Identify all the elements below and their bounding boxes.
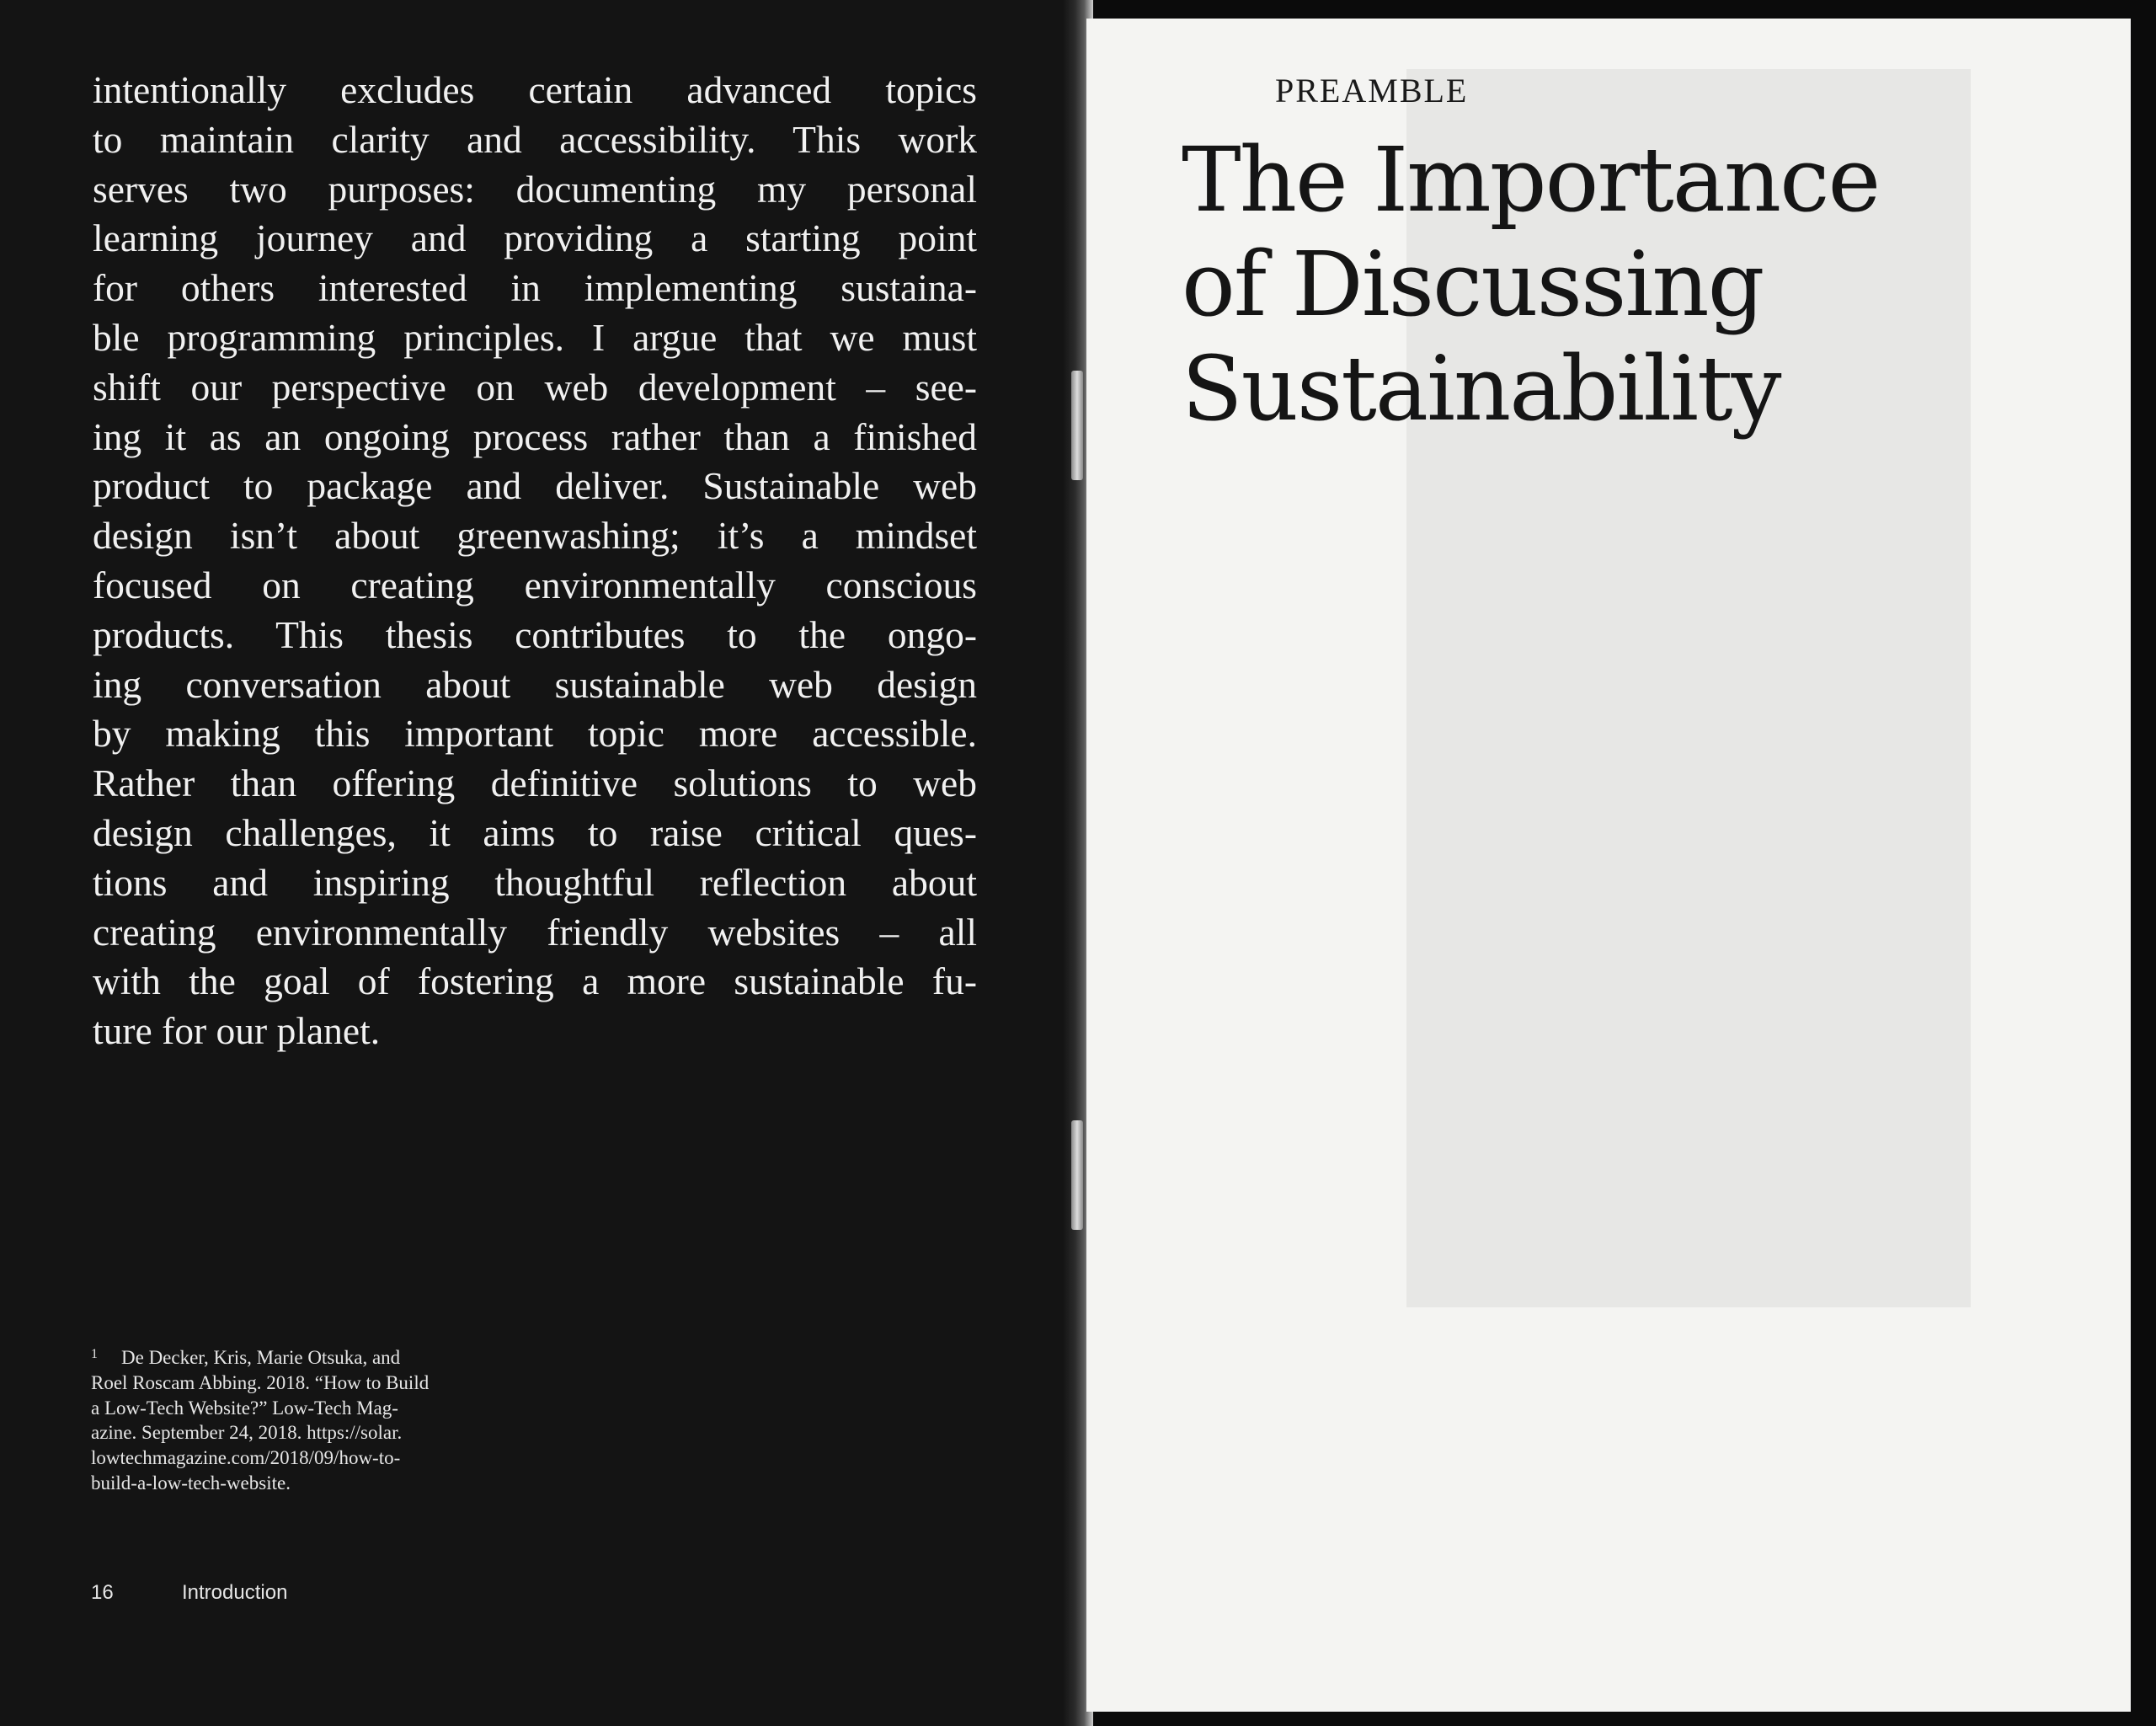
body-line: for others interested in implementing sustaina- xyxy=(93,266,977,310)
footnote-line: $^1$ De Decker, Kris, Marie Otsuka, and xyxy=(91,1347,401,1368)
footnote-line: Roel Roscam Abbing. 2018. “How to Build xyxy=(91,1371,430,1393)
body-line: with the goal of fostering a more sustainable fu- xyxy=(93,959,977,1003)
body-line: by making this important topic more accessible. xyxy=(93,712,977,756)
page-title xyxy=(1182,128,2041,441)
staple xyxy=(1071,371,1083,480)
title-line: Sustainability xyxy=(1182,337,1780,441)
title-line: The Importance xyxy=(1182,128,1880,232)
body-line: product to package and deliver. Sustainable web xyxy=(93,464,977,508)
body-paragraph xyxy=(93,66,977,1056)
footnote-line: azine. September 24, 2018. https://solar. xyxy=(91,1422,403,1444)
body-line: creating environmentally friendly websites – all xyxy=(93,910,977,954)
body-line: products. This thesis contributes to the ongo- xyxy=(93,612,977,656)
body-line: Rather than offering definitive solutions to web xyxy=(93,761,977,805)
right-page xyxy=(1086,19,2131,1712)
body-line: shift our perspective on web development – see- xyxy=(93,365,977,409)
body-line: ble programming principles. I argue that we must xyxy=(93,315,977,359)
footnote xyxy=(91,1342,474,1496)
staple xyxy=(1071,1120,1083,1230)
title-line: of Discussing xyxy=(1182,232,1764,336)
body-line: design challenges, it aims to raise critical ques- xyxy=(93,810,977,854)
footnote-marker: 1 xyxy=(91,1347,98,1361)
running-head: Introduction xyxy=(182,1581,288,1604)
body-line: ing conversation about sustainable web design xyxy=(93,662,977,706)
body-line: ing it as an ongoing process rather than a finished xyxy=(93,414,977,458)
body-line: learning journey and providing a starting point xyxy=(93,216,977,260)
body-line: to maintain clarity and accessibility. This work xyxy=(93,117,977,161)
footnote-line: lowtechmagazine.com/2018/09/how-to- xyxy=(91,1447,401,1469)
footnote-line: build-a-low-tech-website. xyxy=(91,1472,291,1494)
body-line: tions and inspiring thoughtful reflection about xyxy=(93,860,977,904)
page-number: 16 xyxy=(91,1581,114,1604)
body-line: serves two purposes: documenting my personal xyxy=(93,167,977,211)
footnote-line: a Low-Tech Website?” Low-Tech Mag- xyxy=(91,1397,398,1419)
body-line: intentionally excludes certain advanced topics xyxy=(93,68,977,111)
section-label: PREAMBLE xyxy=(1275,72,1469,110)
body-line: focused on creating environmentally conscious xyxy=(93,563,977,607)
body-line: design isn’t about greenwashing; it’s a mindset xyxy=(93,514,977,558)
body-line: ture for our planet. xyxy=(93,1009,381,1053)
